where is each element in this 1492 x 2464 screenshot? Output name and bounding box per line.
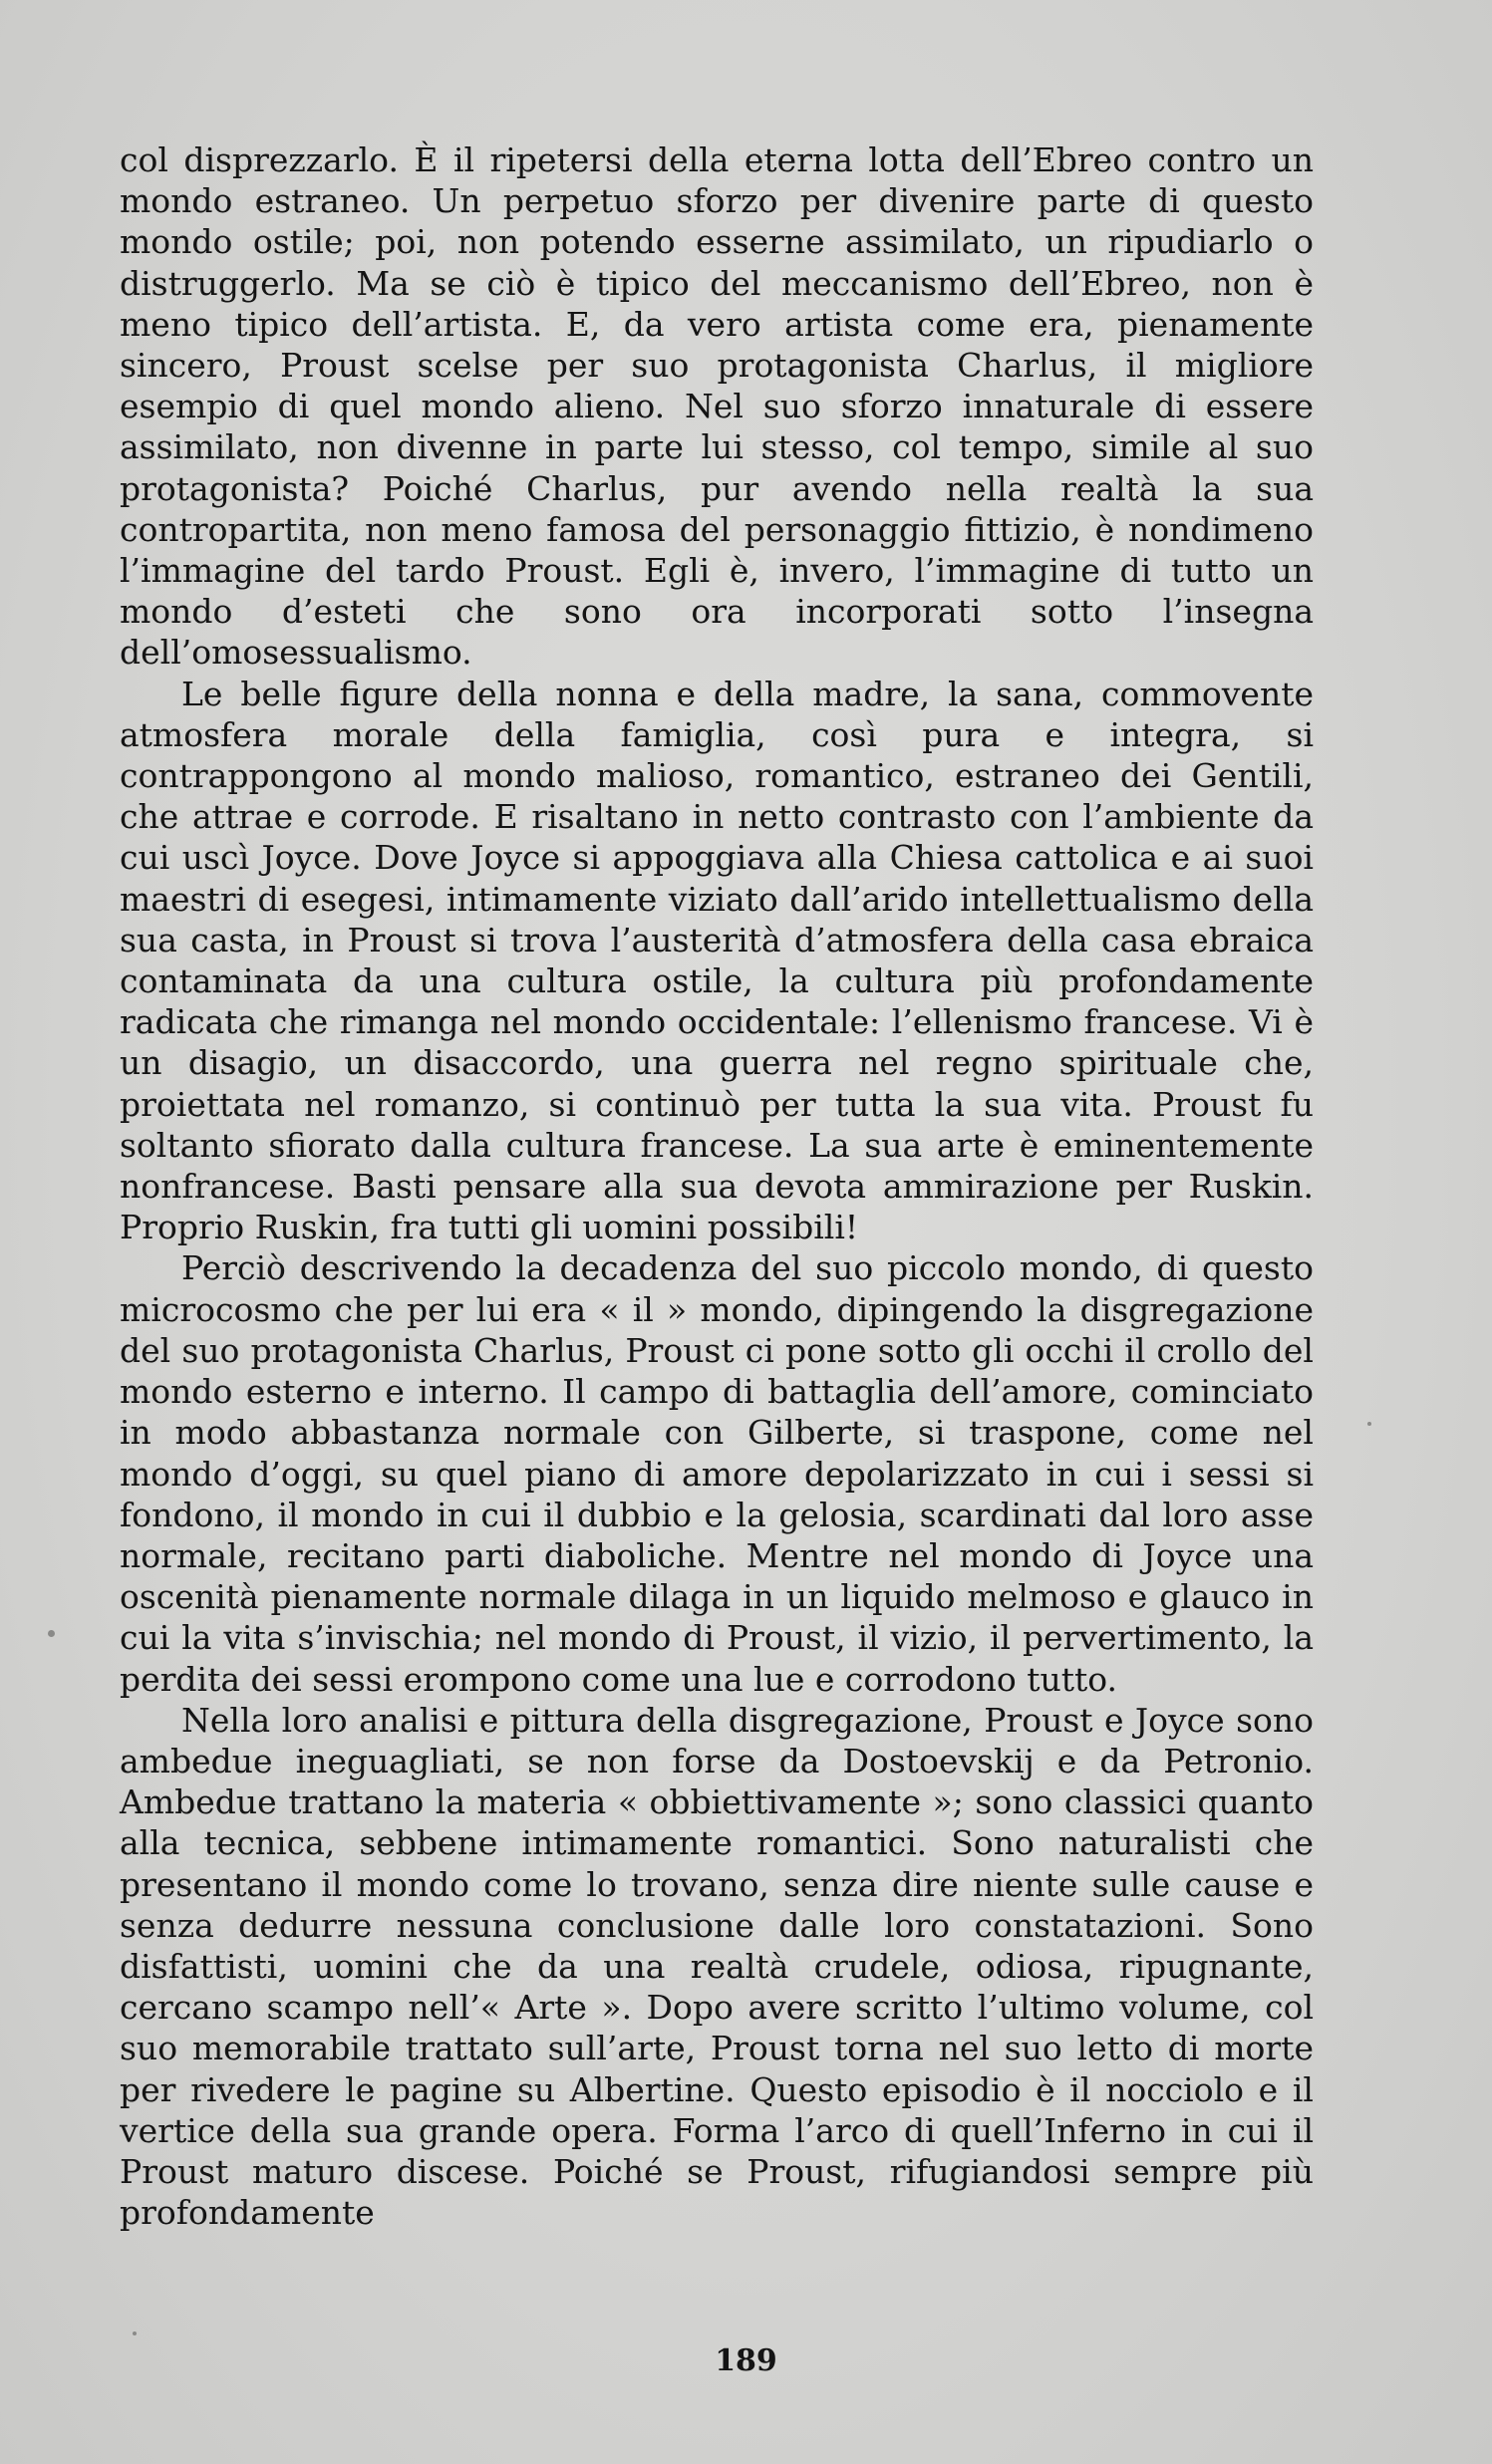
paper-speck	[1367, 1422, 1371, 1426]
paper-speck	[133, 2331, 137, 2335]
paragraph-4: Nella loro analisi e pittura della disgregazione, Proust e Joyce sono ambedue ineguagliati, se non forse da Dostoevskij e da Petronio. Ambedue trattano la materia « obbiettivamente »; sono classici quanto alla tecnica, sebbene intimamente romantici. Sono naturalisti che presentano il mondo come lo trovano, senza dire niente sulle cause e senza dedurre nessuna conclusione dalle loro constatazioni. Sono disfattisti, uomini che da una realtà crudele, odiosa, ripugnante, cercano scampo nell’« Arte ». Dopo avere scritto l’ultimo volume, col suo memorabile trattato sull’arte, Proust torna nel suo letto di morte per rivedere le pagine su Albertine. Questo episodio è il nocciolo e il vertice della sua grande opera. Forma l’arco di quell’Inferno in cui il Proust maturo discese. Poiché se Proust, rifugiandosi sempre più profondamente	[120, 1700, 1314, 2233]
paragraph-2: Le belle figure della nonna e della madre, la sana, commovente atmosfera morale della famiglia, così pura e integra, si contrappongono al mondo malioso, romantico, estraneo dei Gentili, che attrae e corrode. E risaltano in netto contrasto con l’ambiente da cui uscì Joyce. Dove Joyce si appoggiava alla Chiesa cattolica e ai suoi maestri di esegesi, intimamente viziato dall’arido intellettualismo della sua casta, in Proust si trova l’austerità d’atmosfera della casa ebraica contaminata da una cultura ostile, la cultura più profondamente radicata che rimanga nel mondo occidentale: l’ellenismo francese. Vi è un disagio, un disaccordo, una guerra nel regno spirituale che, proiettata nel romanzo, si continuò per tutta la sua vita. Proust fu soltanto sfiorato dalla cultura francese. La sua arte è eminentemente nonfrancese. Basti pensare alla sua devota ammirazione per Ruskin. Proprio Ruskin, fra tutti gli uomini possibili!	[120, 674, 1314, 1247]
paragraph-1: col disprezzarlo. È il ripetersi della eterna lotta dell’Ebreo contro un mondo estraneo. Un perpetuo sforzo per divenire parte di questo mondo ostile; poi, non potendo esserne assimilato, un ripudiarlo o distruggerlo. Ma se ciò è tipico del meccanismo dell’Ebreo, non è meno tipico dell’artista. E, da vero artista come era, pienamente sincero, Proust scelse per suo protagonista Charlus, il migliore esempio di quel mondo alieno. Nel suo sforzo innaturale di essere assimilato, non divenne in parte lui stesso, col tempo, simile al suo protagonista? Poiché Charlus, pur avendo nella realtà la sua contropartita, non meno famosa del personaggio fittizio, è nondimeno l’immagine del tardo Proust. Egli è, invero, l’immagine di tutto un mondo d’esteti che sono ora incorporati sotto l’insegna dell’omosessualismo.	[120, 140, 1314, 673]
page-number: 189	[715, 2343, 777, 2378]
body-text	[120, 139, 1314, 2233]
paper-speck	[48, 1630, 55, 1637]
paragraph-3: Perciò descrivendo la decadenza del suo piccolo mondo, di questo microcosmo che per lui era « il » mondo, dipingendo la disgregazione del suo protagonista Charlus, Proust ci pone sotto gli occhi il crollo del mondo esterno e interno. Il campo di battaglia dell’amore, cominciato in modo abbastanza normale con Gilberte, si traspone, come nel mondo d’oggi, su quel piano di amore depolarizzato in cui i sessi si fondono, il mondo in cui il dubbio e la gelosia, scardinati dal loro asse normale, recitano parti diaboliche. Mentre nel mondo di Joyce una oscenità pienamente normale dilaga in un liquido melmoso e glauco in cui la vita s’invischia; nel mondo di Proust, il vizio, il pervertimento, la perdita dei sessi erompono come una lue e corrodono tutto.	[120, 1248, 1314, 1699]
